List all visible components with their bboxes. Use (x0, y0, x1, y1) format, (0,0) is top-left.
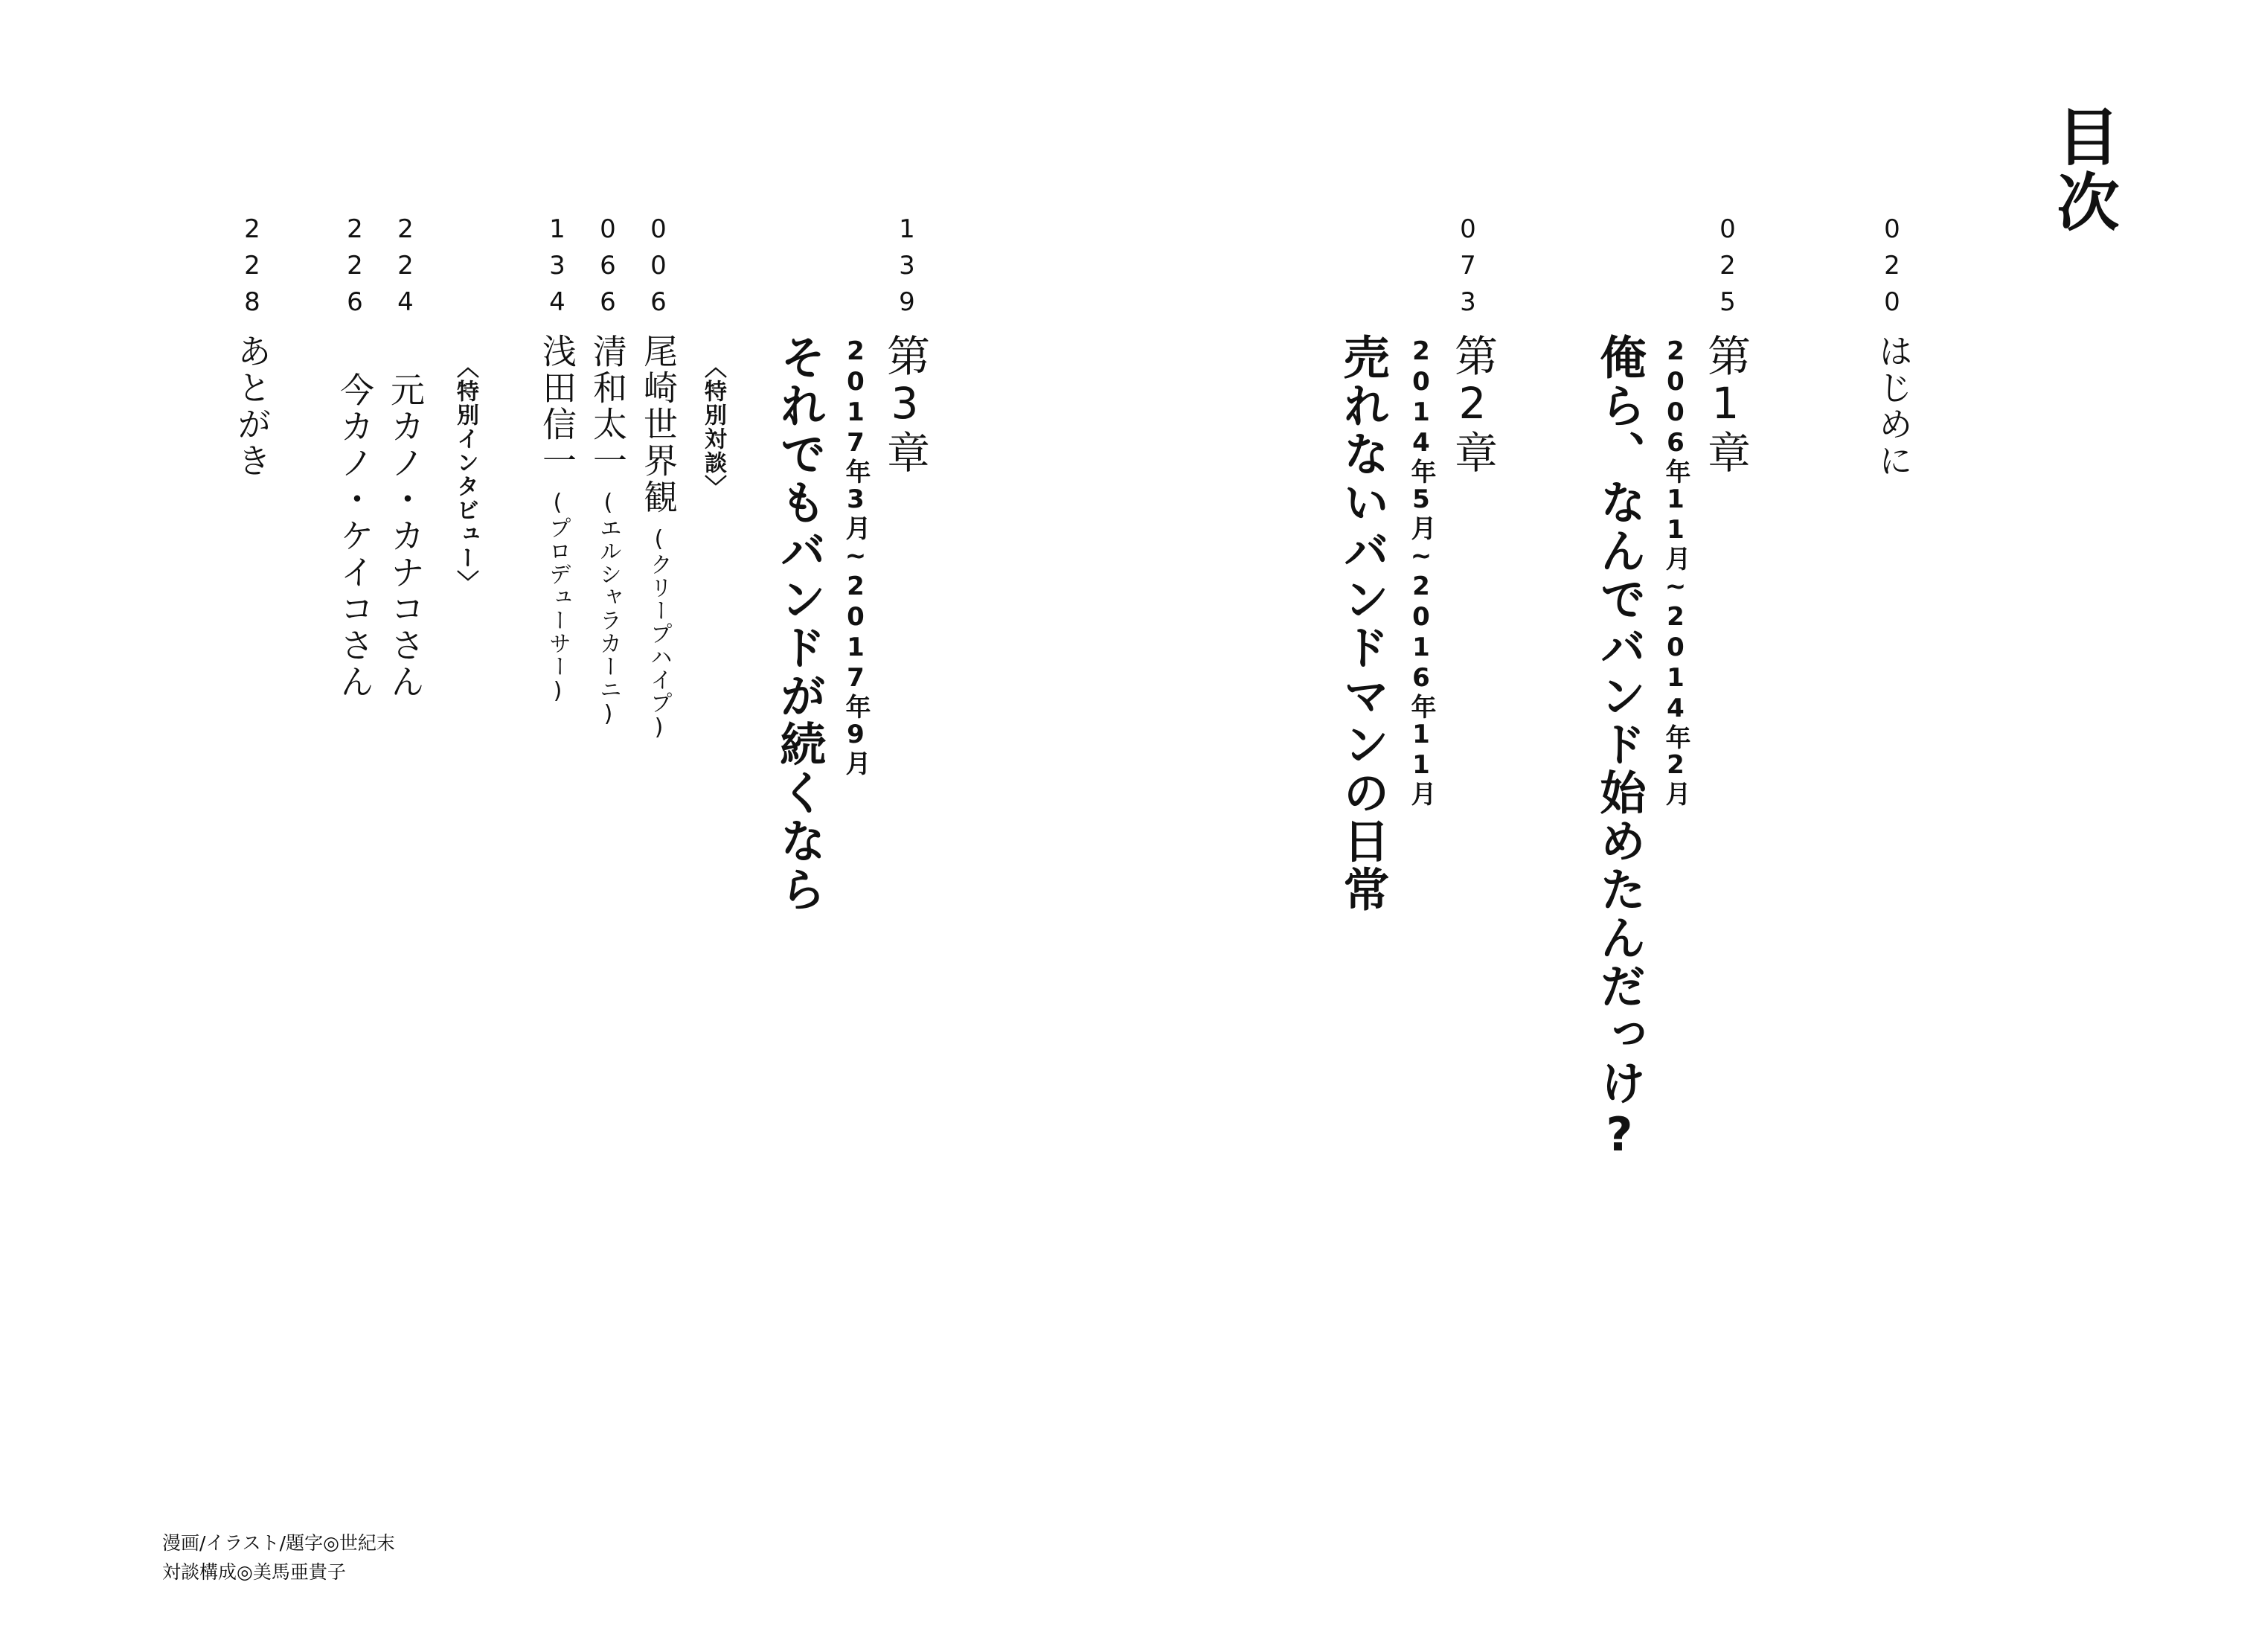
toc-item-taidan[interactable] (588, 333, 628, 728)
chapter-title[interactable]: 売れないバンドマンの日常 (1336, 333, 1390, 914)
page-number: 226 (340, 214, 370, 324)
chapter-label: 第3章 (879, 333, 930, 475)
guest-note: (エルシャラカーニ) (595, 490, 621, 728)
credit-line: 対談構成◎美馬亜貴子 (162, 1561, 346, 1583)
guest-note: (プロデューサー) (545, 490, 571, 705)
page-number: 025 (1713, 214, 1743, 324)
toc-item-taidan[interactable] (537, 333, 577, 705)
chapter-period: 2017年3月~2017年9月 (841, 336, 871, 776)
section-label-taidan: 〈特別対談〉 (700, 356, 726, 499)
page-title: 目次 (2047, 104, 2120, 235)
toc-item-taidan[interactable] (638, 333, 679, 741)
page-number: 066 (593, 214, 623, 324)
toc-item-interview[interactable]: 今カノ・ケイコさん (335, 372, 375, 700)
chapter-period: 2006年11月~2014年2月 (1661, 336, 1690, 807)
credit-line: 漫画/イラスト/題字◎世紀末 (162, 1532, 395, 1554)
guest-name: 清和太一 (588, 333, 628, 479)
page-number: 020 (1877, 214, 1907, 324)
section-label-interview: 〈特別インタビュー〉 (452, 356, 478, 594)
chapter-label: 第1章 (1700, 333, 1751, 475)
chapter-period: 2014年5月~2016年11月 (1406, 336, 1436, 807)
page-number: 139 (892, 214, 922, 324)
chapter-title[interactable]: それでもバンドが続くなら (772, 333, 827, 914)
toc-item-interview[interactable]: 元カノ・カナコさん (385, 372, 426, 700)
page-number: 228 (237, 214, 267, 324)
page-number: 134 (542, 214, 572, 324)
guest-note: (クリープハイプ) (646, 526, 672, 741)
page-number: 073 (1453, 214, 1483, 324)
guest-name: 浅田信一 (537, 333, 577, 479)
guest-name: 尾崎世界観 (638, 333, 679, 516)
toc-item-atogaki[interactable]: あとがき (232, 333, 272, 479)
page-number: 006 (644, 214, 673, 324)
toc-item-hajimeni[interactable]: はじめに (1874, 333, 1914, 479)
page-number: 224 (391, 214, 420, 324)
chapter-label: 第2章 (1447, 333, 1498, 475)
chapter-title[interactable]: 俺ら、なんでバンド始めたんだっけ? (1592, 333, 1647, 1164)
